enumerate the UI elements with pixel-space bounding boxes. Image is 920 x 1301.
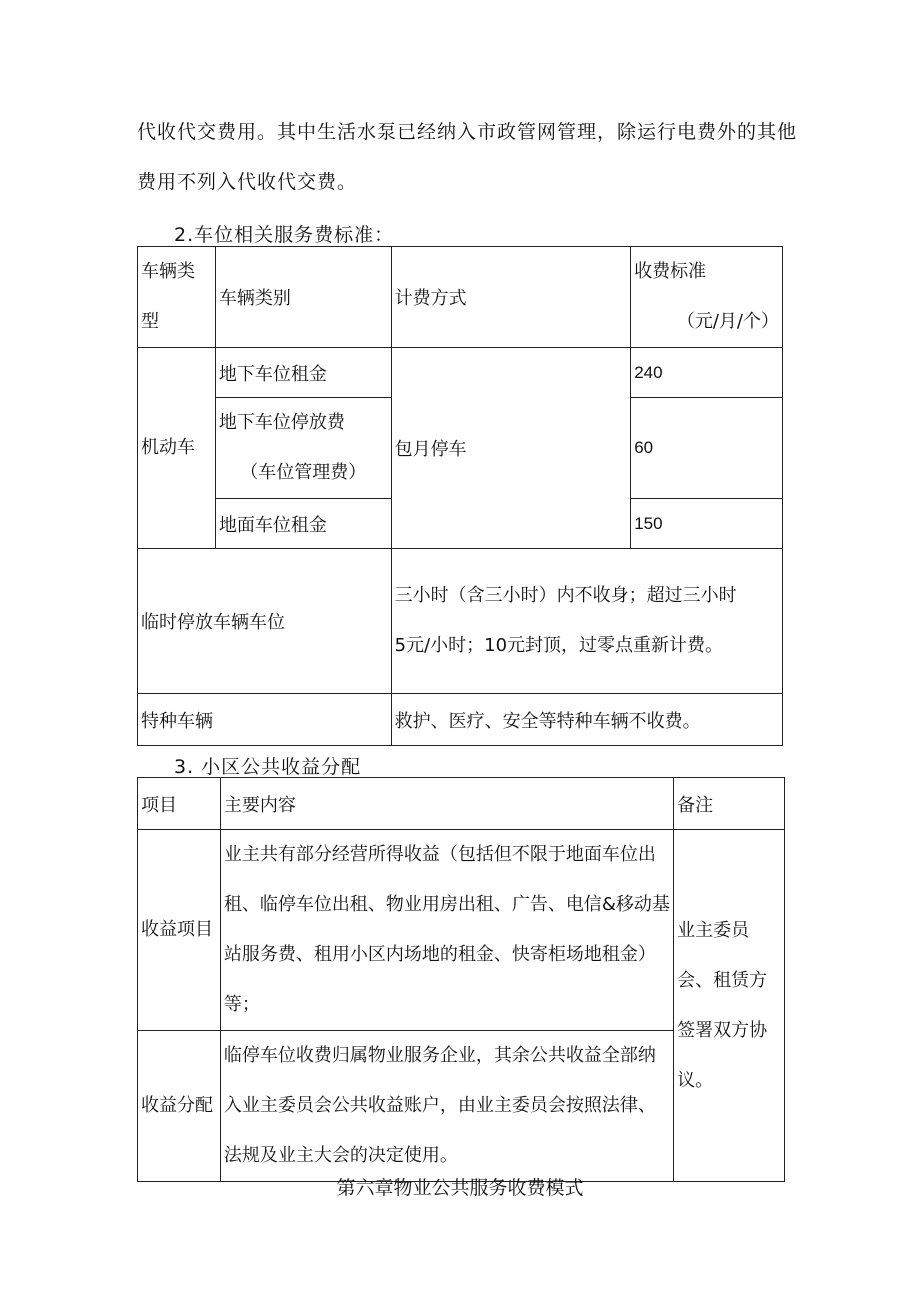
table-row	[138, 694, 783, 746]
revenue-distribution-label: 收益分配	[138, 1031, 221, 1182]
fee-surface-rent: 150	[631, 499, 783, 549]
header-fee-title: 收费标准	[634, 261, 707, 282]
parking-fee-table	[137, 246, 783, 746]
revenue-item-content: 业主共有部分经营所得收益（包括但不限于地面车位出租、临停车位出租、物业用房出租、广告、电信&移动基站服务费、租用小区内场地的租金、快寄柜场地租金）等；	[220, 830, 673, 1031]
chapter-title: 第六章物业公共服务收费模式	[336, 1177, 584, 1199]
fee-underground-parking: 60	[631, 398, 783, 499]
intro-line-2: 费用不列入代收代交费。	[137, 171, 358, 193]
revenue-table-header	[138, 778, 785, 830]
header-fee-standard	[631, 247, 783, 348]
category-underground-parking	[215, 398, 391, 499]
temporary-desc-line-1: 三小时（含三小时）内不收身；超过三小时	[394, 585, 737, 606]
parking-table-header	[138, 247, 783, 348]
section3-heading: 3. 小区公共收益分配	[174, 756, 362, 778]
header-note: 备注	[674, 778, 785, 830]
special-vehicle-label: 特种车辆	[138, 694, 392, 746]
category-underground-rent: 地下车位租金	[215, 348, 391, 398]
table-row	[138, 348, 783, 398]
revenue-item-label: 收益项目	[138, 830, 221, 1031]
header-content: 主要内容	[220, 778, 673, 830]
fee-underground-rent: 240	[631, 348, 783, 398]
revenue-note: 业主委员会、租赁方签署双方协议。	[674, 830, 785, 1182]
table-row	[138, 549, 783, 694]
temporary-desc-line-2: 5元/小时；10元封顶，过零点重新计费。	[394, 635, 724, 656]
header-vehicle-type: 车辆类型	[138, 247, 216, 348]
temporary-parking-desc	[391, 549, 782, 694]
revenue-distribution-content: 临停车位收费归属物业服务企业，其余公共收益全部纳入业主委员会公共收益账户，由业主委员会按照法律、法规及业主大会的决定使用。	[220, 1031, 673, 1182]
special-vehicle-desc: 救护、医疗、安全等特种车辆不收费。	[391, 694, 782, 746]
table-row	[138, 830, 785, 1031]
motor-vehicle-label: 机动车	[138, 348, 216, 549]
header-item: 项目	[138, 778, 221, 830]
temporary-parking-label: 临时停放车辆车位	[138, 549, 392, 694]
category-line-1: 地下车位停放费	[218, 412, 345, 433]
intro-line-1: 代收代交费用。其中生活水泵已经纳入市政管网管理，除运行电费外的其他	[137, 121, 798, 143]
intro-paragraph	[137, 107, 797, 207]
section2-heading: 2.车位相关服务费标准：	[174, 224, 395, 246]
header-fee-unit: （元/月/个）	[676, 311, 779, 332]
category-surface-rent: 地面车位租金	[215, 499, 391, 549]
billing-monthly: 包月停车	[391, 348, 631, 549]
header-vehicle-category: 车辆类别	[215, 247, 391, 348]
header-billing-method: 计费方式	[391, 247, 631, 348]
category-line-2: （车位管理费）	[240, 462, 367, 483]
public-revenue-table	[137, 777, 785, 1182]
